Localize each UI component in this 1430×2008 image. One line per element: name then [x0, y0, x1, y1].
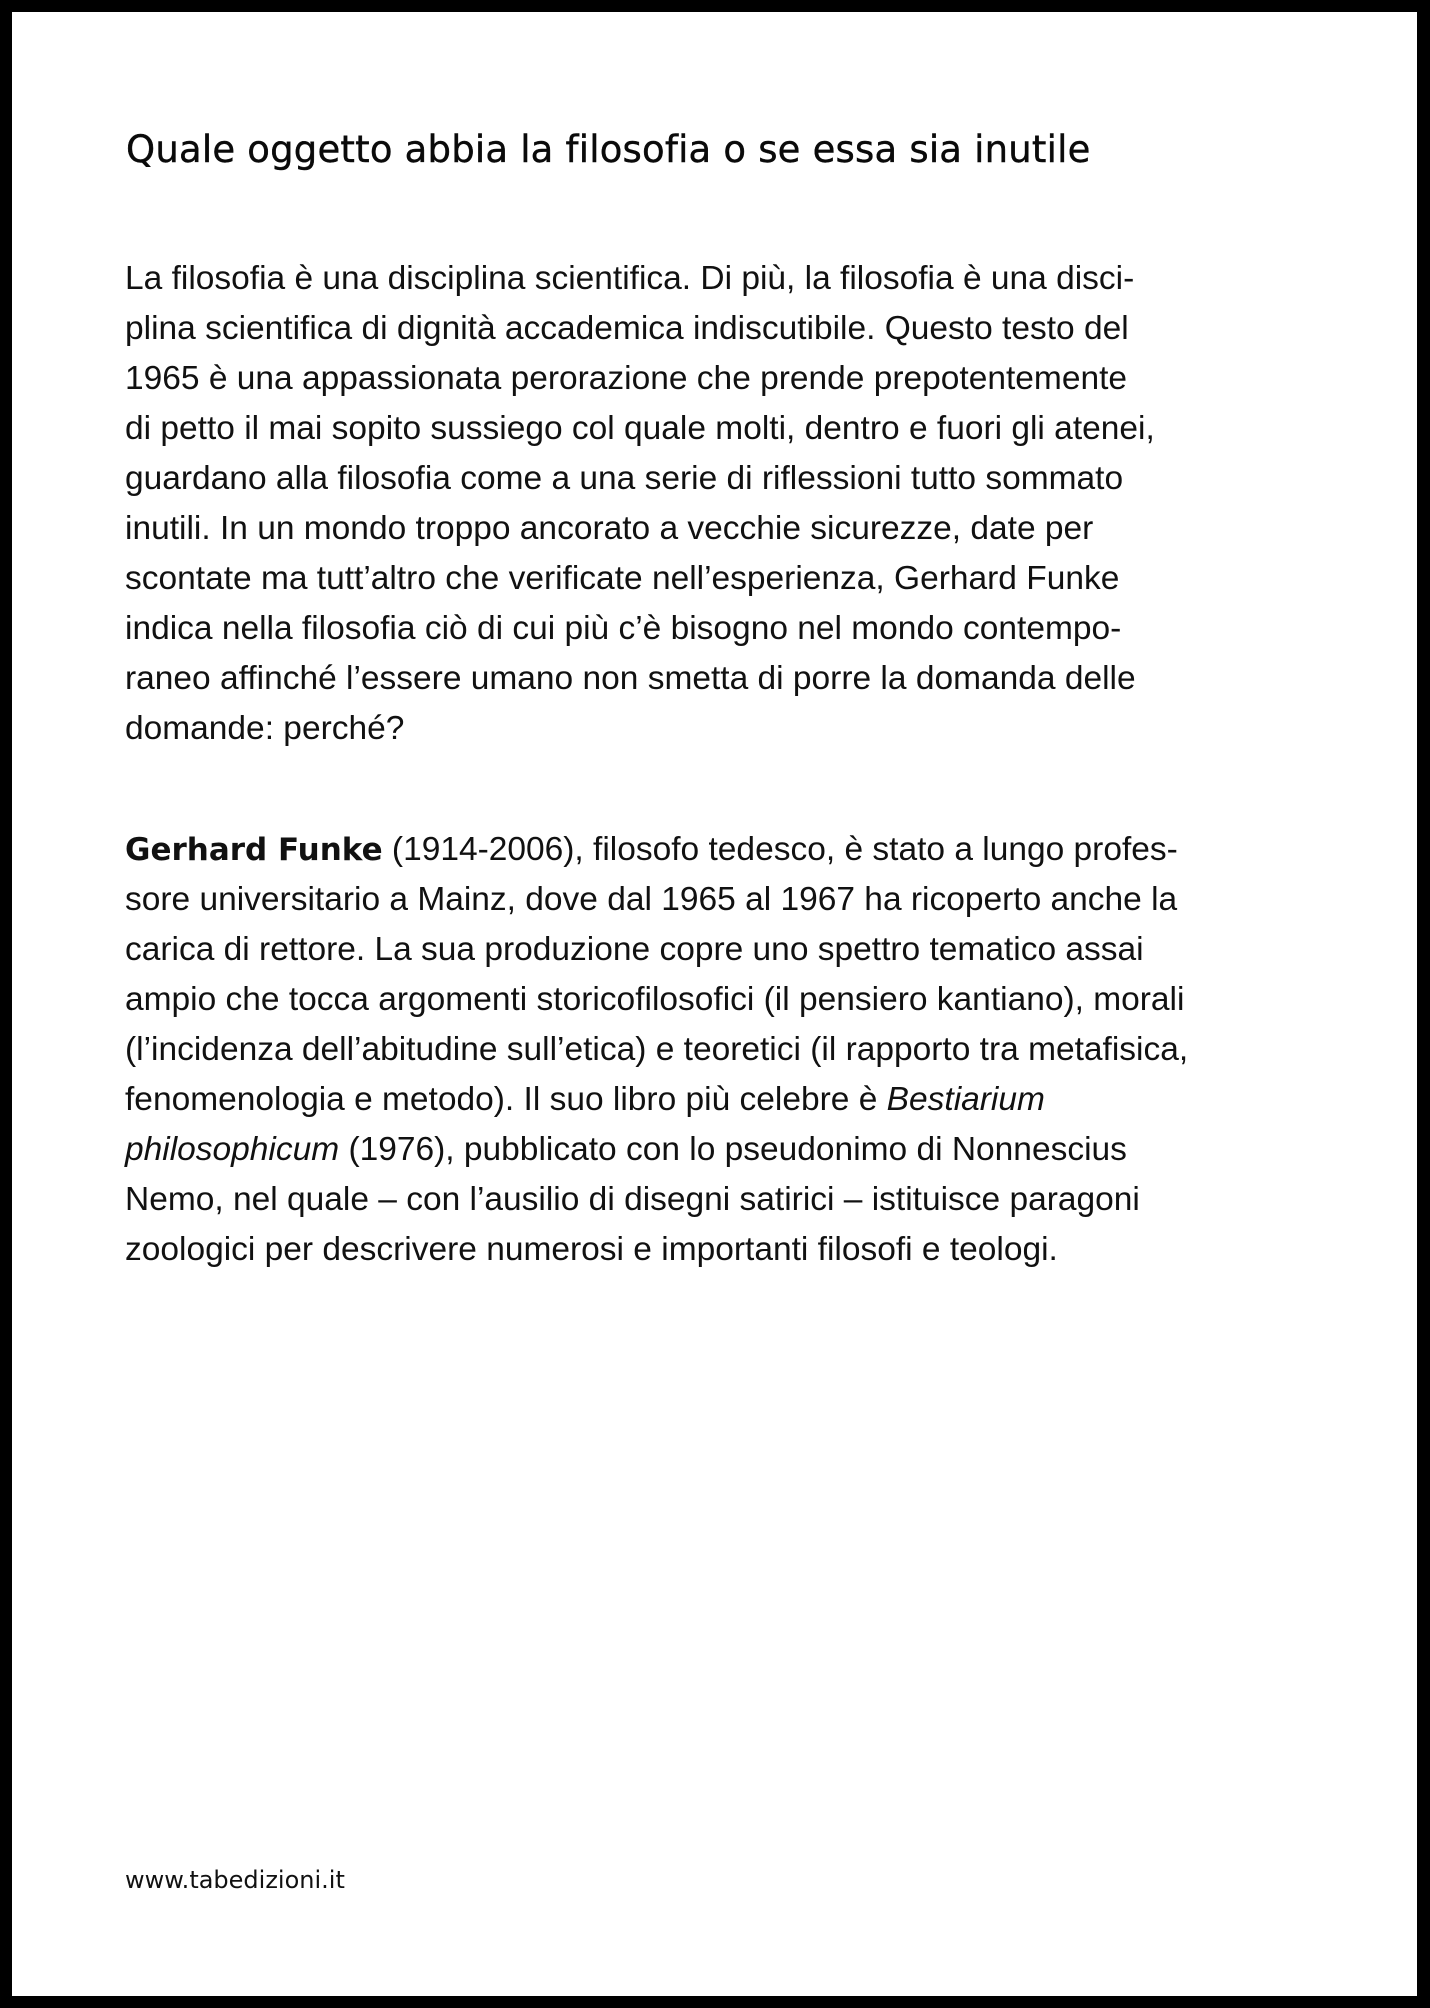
- text-line: (l’incidenza dell’abitudine sull’etica) e teoretici (il rapporto tra metafisica,: [125, 1031, 1189, 1068]
- text-line: plina scientifica di dignità accademica indiscutibile. Questo testo del: [125, 310, 1129, 347]
- author-bio-paragraph: [125, 825, 1188, 1275]
- book-back-cover: [12, 12, 1417, 1996]
- text-line: Nemo, nel quale – con l’ausilio di disegni satirici – istituisce paragoni: [125, 1181, 1140, 1218]
- text-line: di petto il mai sopito sussiego col quale molti, dentro e fuori gli atenei,: [125, 410, 1155, 447]
- text-line: indica nella filosofia ciò di cui più c’è bisogno nel mondo contempo-: [125, 610, 1122, 647]
- text-line: La filosofia è una disciplina scientifica. Di più, la filosofia è una disci-: [125, 260, 1135, 297]
- book-title-italic: philosophicum: [125, 1131, 340, 1168]
- text-line: scontate ma tutt’altro che verificate nell’esperienza, Gerhard Funke: [125, 560, 1120, 597]
- book-description-paragraph: [125, 254, 1155, 754]
- text-line: sore universitario a Mainz, dove dal 1965 al 1967 ha ricoperto anche la: [125, 881, 1178, 918]
- text-segment: fenomenologia e metodo). Il suo libro più celebre è: [125, 1081, 887, 1118]
- text-line: 1965 è una appassionata perorazione che prende prepotentemente: [125, 360, 1128, 397]
- text-line: inutili. In un mondo troppo ancorato a vecchie sicurezze, date per: [125, 510, 1094, 547]
- text-line: ampio che tocca argomenti storicofilosofici (il pensiero kantiano), morali: [125, 981, 1185, 1018]
- text-line: guardano alla filosofia come a una serie di riflessioni tutto sommato: [125, 460, 1124, 497]
- text-segment: (1976), pubblicato con lo pseudonimo di Nonnescius: [339, 1131, 1127, 1168]
- author-dates-text: (1914-2006), filosofo tedesco, è stato a lungo profes-: [382, 831, 1178, 868]
- publisher-website-link[interactable]: www.tabedizioni.it: [125, 1866, 345, 1894]
- text-line: zoologici per descrivere numerosi e importanti filosofi e teologi.: [125, 1231, 1058, 1268]
- text-line: carica di rettore. La sua produzione copre uno spettro tematico assai: [125, 931, 1144, 968]
- text-line: domande: perché?: [125, 710, 405, 747]
- book-title-italic: Bestiarium: [886, 1081, 1045, 1118]
- text-line: [125, 1125, 1188, 1175]
- text-line: [125, 1075, 1188, 1125]
- author-name: Gerhard Funke: [125, 832, 383, 868]
- text-line: [125, 825, 1188, 875]
- book-title-heading: Quale oggetto abbia la filosofia o se essa sia inutile: [126, 128, 1091, 171]
- text-line: raneo affinché l’essere umano non smetta di porre la domanda delle: [125, 660, 1136, 697]
